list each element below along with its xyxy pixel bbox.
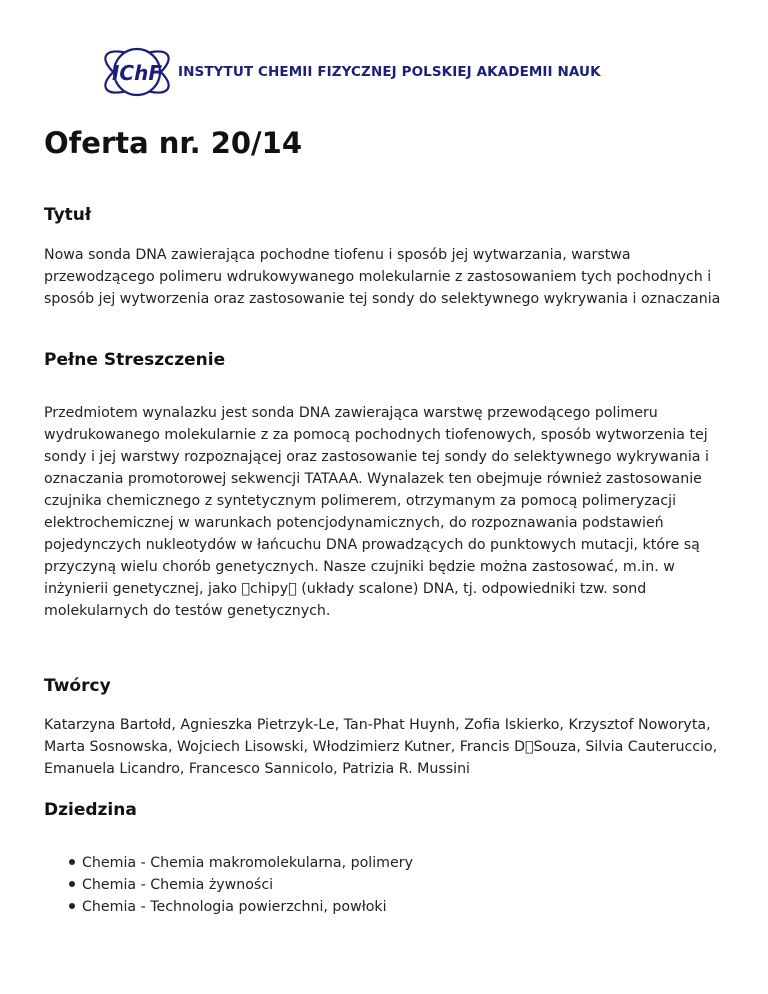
offer-title: Oferta nr. 20/14 xyxy=(44,126,302,160)
creators-text: Katarzyna Bartołd, Agnieszka Pietrzyk-Le, Tan-Phat Huynh, Zofia Iskierko, Krzysztof Noworyta, Marta Sosnowska, Wojciech Lisowski, Włodzimierz Kutner, Francis D Souza, Silvia Cauteruccio, Emanuela Licandro, Francesco Sannicolo, Patrizia R. Mussini xyxy=(44,717,718,777)
creators-heading: Twórcy xyxy=(44,676,111,696)
list-item: Chemia - Technologia powierzchni, powłoki xyxy=(44,896,413,918)
field-heading: Dziedzina xyxy=(44,800,137,820)
field-list xyxy=(44,852,413,918)
list-item: Chemia - Chemia makromolekularna, polimery xyxy=(44,852,413,874)
title-text: Nowa sonda DNA zawierająca pochodne tiofenu i sposób jej wytwarzania, warstwa przewodzącego polimeru wdrukowywanego molekularnie z zastosowaniem tych pochodnych i sposób jej wytworzenia oraz zastosowanie tej sondy do selektywnego wykrywania i oznaczania xyxy=(44,247,721,307)
abstract-heading: Pełne Streszczenie xyxy=(44,350,226,370)
ichf-logo xyxy=(100,38,174,106)
title-heading: Tytuł xyxy=(44,205,92,225)
header xyxy=(100,38,601,106)
institute-name: INSTYTUT CHEMII FIZYCZNEJ POLSKIEJ AKADEMII NAUK xyxy=(178,64,601,80)
abstract-text: Przedmiotem wynalazku jest sonda DNA zawierająca warstwę przewodącego polimeru wydrukowanego molekularnie z za pomocą pochodnych tiofenowych, sposób wytworzenia tej sondy i jej warstwy rozpoznającej oraz zastosowanie tej sondy do selektywnego wykrywania i oznaczania promotorowej sekwencji TATAAA. Wynalazek ten obejmuje również zastosowanie czujnika chemicznego z syntetycznym polimerem, otrzymanym za pomocą polimeryzacji elektrochemicznej w warunkach potencjodynamicznych, do rozpoznawania podstawień pojedynczych nukleotydów w łańcuchu DNA prowadzących do punktowych mutacji, które są przyczyną wielu chorób genetycznych. Nasze czujniki będzie można zastosować, m.in. w inżynierii genetycznej, jako  chipy  (układy scalone) DNA, tj. odpowiedniki tzw. sond molekularnych do testów genetycznych. xyxy=(44,405,709,619)
list-item: Chemia - Chemia żywności xyxy=(44,874,413,896)
logo-text: IChF xyxy=(111,61,163,85)
